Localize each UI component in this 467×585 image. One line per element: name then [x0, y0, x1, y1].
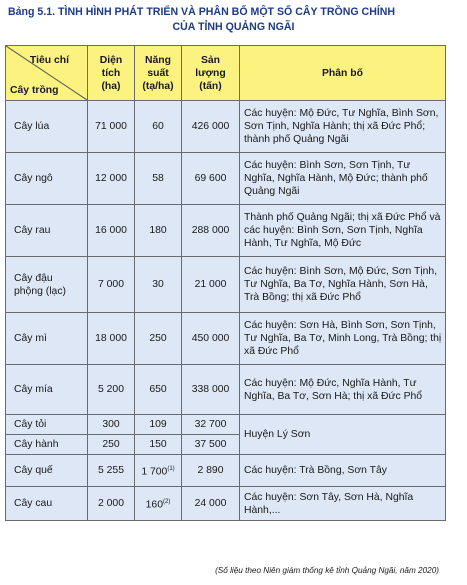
table-row — [6, 205, 446, 257]
source-note: (Số liệu theo Niên giám thống kê tỉnh Quảng Ngãi, năm 2020) — [215, 566, 439, 575]
crop-name: Cây đậu phộng (lạc) — [6, 257, 88, 313]
table-row — [6, 487, 446, 521]
crop-area: 300 — [88, 415, 135, 435]
crop-name: Cây lúa — [6, 101, 88, 153]
crop-yield: 60 — [135, 101, 182, 153]
crop-area: 5 255 — [88, 455, 135, 487]
footnote-mark: (1) — [167, 465, 175, 472]
header-crop: Cây trồng — [10, 85, 59, 96]
table-title — [8, 5, 459, 35]
table-row — [6, 365, 446, 415]
crop-output: 2 890 — [182, 455, 240, 487]
crop-output: 37 500 — [182, 435, 240, 455]
table-row — [6, 415, 446, 435]
table-row — [6, 101, 446, 153]
crop-yield: 650 — [135, 365, 182, 415]
header-yield: Năng suất (tạ/ha) — [135, 46, 182, 101]
crop-output: 338 000 — [182, 365, 240, 415]
crop-distribution: Các huyện: Mộ Đức, Nghĩa Hành, Tư Nghĩa, Ba Tơ, Sơn Hà; thị xã Đức Phổ — [240, 365, 446, 415]
crop-area: 12 000 — [88, 153, 135, 205]
crop-distribution: Các huyện: Bình Sơn, Sơn Tịnh, Tư Nghĩa, Nghĩa Hành, Mộ Đức; thành phố Quảng Ngãi — [240, 153, 446, 205]
crop-output: 288 000 — [182, 205, 240, 257]
header-output: Sản lượng (tấn) — [182, 46, 240, 101]
crop-output: 69 600 — [182, 153, 240, 205]
crop-distribution: Các huyện: Trà Bồng, Sơn Tây — [240, 455, 446, 487]
crop-distribution: Các huyện: Bình Sơn, Mộ Đức, Sơn Tịnh, Tư Nghĩa, Ba Tơ, Nghĩa Hành, Sơn Hà, Trà Bồng; thị xã Đức Phổ — [240, 257, 446, 313]
crop-area: 250 — [88, 435, 135, 455]
header-row — [6, 46, 446, 101]
crop-distribution: Huyện Lý Sơn — [240, 415, 446, 455]
crop-output: 21 000 — [182, 257, 240, 313]
table-row — [6, 455, 446, 487]
header-criteria: Tiêu chí — [29, 55, 69, 66]
table-row — [6, 153, 446, 205]
crop-yield: 58 — [135, 153, 182, 205]
crop-distribution: Các huyện: Sơn Tây, Sơn Hà, Nghĩa Hành,... — [240, 487, 446, 521]
crop-area: 2 000 — [88, 487, 135, 521]
table-title-line-2: CỦA TỈNH QUẢNG NGÃI — [172, 21, 295, 33]
crop-name: Cây mía — [6, 365, 88, 415]
crop-output: 450 000 — [182, 313, 240, 365]
crop-yield: 160 — [145, 499, 163, 511]
header-area: Diện tích (ha) — [88, 46, 135, 101]
crop-area: 18 000 — [88, 313, 135, 365]
footnote-mark: (2) — [163, 498, 171, 505]
crop-output: 32 700 — [182, 415, 240, 435]
table-row — [6, 257, 446, 313]
crop-name: Cây cau — [6, 487, 88, 521]
crop-area: 16 000 — [88, 205, 135, 257]
crop-name: Cây ngô — [6, 153, 88, 205]
crop-name: Cây hành — [6, 435, 88, 455]
crop-name: Cây mì — [6, 313, 88, 365]
header-diagonal-cell — [6, 46, 88, 101]
crop-output: 24 000 — [182, 487, 240, 521]
crop-distribution: Các huyện: Sơn Hà, Bình Sơn, Sơn Tịnh, Tư Nghĩa, Ba Tơ, Minh Long, Trà Bồng; thị xã Đức Phổ — [240, 313, 446, 365]
crop-area: 71 000 — [88, 101, 135, 153]
crop-yield: 150 — [135, 435, 182, 455]
crop-yield: 109 — [135, 415, 182, 435]
crop-yield: 250 — [135, 313, 182, 365]
table-row — [6, 313, 446, 365]
crop-area: 5 200 — [88, 365, 135, 415]
crop-name: Cây rau — [6, 205, 88, 257]
crop-yield-cell — [135, 455, 182, 487]
crop-yield-cell — [135, 487, 182, 521]
crop-output: 426 000 — [182, 101, 240, 153]
crop-yield: 1 700 — [141, 466, 168, 478]
crop-table — [5, 45, 446, 521]
crop-yield: 180 — [135, 205, 182, 257]
crop-name: Cây quế — [6, 455, 88, 487]
crop-yield: 30 — [135, 257, 182, 313]
header-distribution: Phân bố — [240, 46, 446, 101]
crop-area: 7 000 — [88, 257, 135, 313]
crop-distribution: Các huyện: Mộ Đức, Tư Nghĩa, Bình Sơn, Sơn Tịnh, Nghĩa Hành; thị xã Đức Phổ; thành phố Quảng Ngãi — [240, 101, 446, 153]
crop-name: Cây tỏi — [6, 415, 88, 435]
table-title-line-1: Bảng 5.1. TÌNH HÌNH PHÁT TRIỂN VÀ PHÂN BỐ MỘT SỐ CÂY TRỒNG CHÍNH — [8, 6, 396, 18]
crop-distribution: Thành phố Quảng Ngãi; thị xã Đức Phổ và các huyện: Bình Sơn, Sơn Tịnh, Nghĩa Hành, Tư Nghĩa, Mộ Đức — [240, 205, 446, 257]
